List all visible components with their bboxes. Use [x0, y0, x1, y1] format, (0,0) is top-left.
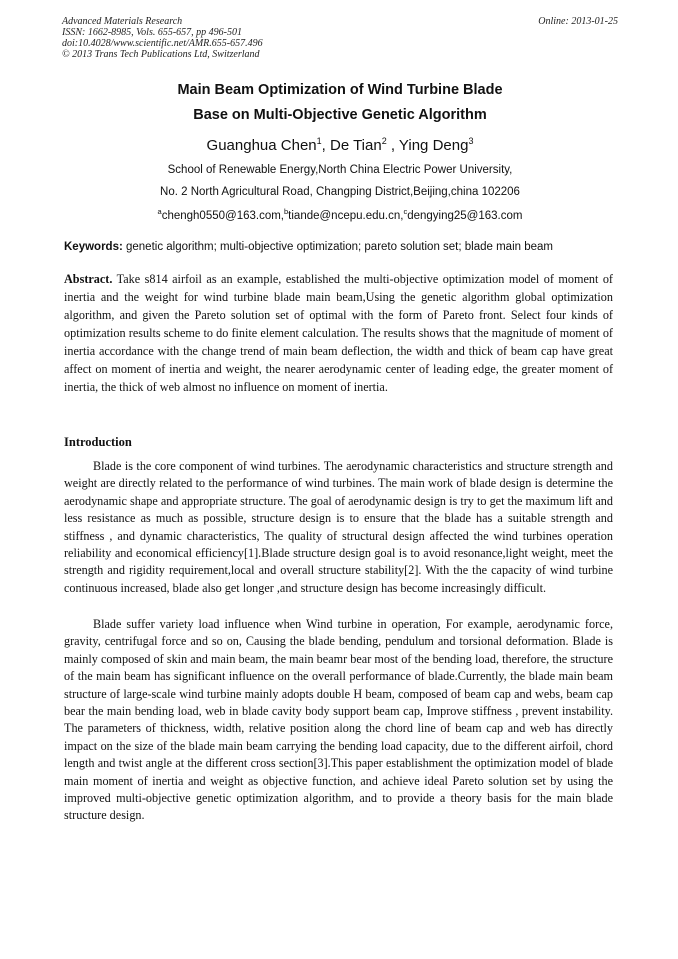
author-1: Guanghua Chen [206, 137, 317, 154]
author-list [62, 136, 618, 154]
author-3: , Ying Deng [386, 137, 469, 154]
author-3-affiliation-mark: 3 [468, 136, 474, 146]
keywords-label: Keywords: [64, 241, 123, 253]
section-heading-introduction: Introduction [64, 435, 132, 449]
abstract-text: Take s814 airfoil as an example, established the multi-objective optimization model of moment of inertia and the weight for wind turbine blade main beam,Using the genetic algorithm global optimization algorithm, and given the Pareto solution set of optimal with the form of Pareto front. Select four kinds of optimization results scheme to do finite element calculation. The results shows that the magnitude of moment of inertia accordance with the change trend of main beam deflection, the width and thick of beam cap have great affect on moment of inertia and weight, the nearer aerodynamic center of leading edge, the greater moment of inertia, the thick of web almost no influence on moment of inertia. [64, 272, 613, 394]
journal-name: Advanced Materials Research [62, 16, 183, 27]
affiliation-line-1: School of Renewable Energy,North China Electric Power University, [167, 164, 513, 176]
introduction-paragraph-1: Blade is the core component of wind turbines. The aerodynamic characteristics and structure strength and weight are directly related to the performance of wind turbines. The main work of blade design is determine the aerodynamic shape and appropriate structure. The goal of aerodynamic design is try to get the maximum lift and less resistance as much as possible, structure design is to ensure that the blade has a suitable strength and stiffness , and dynamic characteristics, The quality of structural design affected the wind turbines operation reliability and economical efficiency[1].Blade structure design goal is to avoid resonance,light weight, meet the strength and rigidity requirement,local and overall structure stability[2]. With the the capacity of wind turbine continuous increased, blade also get longer ,and structure design has become increasingly difficult. [64, 459, 613, 595]
issn-line: ISSN: 1662-8985, Vols. 655-657, pp 496-501 [62, 27, 242, 38]
journal-header [62, 16, 618, 60]
affiliation-line-2: No. 2 North Agricultural Road, Changping District,Beijing,china 102206 [160, 186, 520, 198]
online-date: Online: 2013-01-25 [538, 16, 618, 27]
copyright-line: © 2013 Trans Tech Publications Ltd, Switzerland [62, 49, 260, 60]
email-list [62, 207, 618, 222]
doi-line: doi:10.4028/www.scientific.net/AMR.655-657.496 [62, 38, 263, 49]
email-b-mark: b [284, 207, 289, 216]
abstract-label: Abstract. [64, 272, 113, 286]
author-2: , De Tian [321, 137, 382, 154]
email-b[interactable]: tiande@ncepu.edu.cn, [288, 209, 404, 222]
keywords-text: genetic algorithm; multi-objective optimization; pareto solution set; blade main beam [122, 241, 553, 253]
introduction-paragraph-2: Blade suffer variety load influence when Wind turbine in operation, For example, aerodynamic force, gravity, centrifugal force and so on, Causing the blade bending, pendulum and torsional deformation. Blade is mainly composed of skin and main beam, the main beamr bear most of the bending load, therefore, the structure of the main beam has significant influence on the overall performance of blade.Currently, the blade main beam structure of large-scale wind turbine mainly adopts double H beam, composed of beam cap and webs, beam cap bear the main bending load, web in blade cavity body support beam cap, Improve stiffness , prevent instability. The parameters of thickness, width, relative position along the chord line of beam cap and web has directly impact on the size of the blade main beam carrying the bending load capacity, due to the different airfoil, chord length and twist angle at the different cross section[3].This paper establishment the optimization model of blade main moment of inertia and weight as objective function, and achieve ideal Pareto solution set by using the improved multi-objective genetic optimization algorithm, and to provide a theory basis for the main blade structure design. [64, 617, 613, 823]
email-c-mark: c [403, 207, 408, 216]
paper-title-line-1: Main Beam Optimization of Wind Turbine Blade [177, 82, 503, 98]
author-1-affiliation-mark: 1 [316, 136, 322, 146]
abstract [64, 270, 613, 396]
email-a-mark: a [157, 207, 162, 216]
email-a[interactable]: chengh0550@163.com, [161, 209, 284, 222]
paper-title-line-2: Base on Multi-Objective Genetic Algorithm [193, 107, 487, 123]
author-2-affiliation-mark: 2 [381, 136, 387, 146]
email-c[interactable]: dengying25@163.com [407, 209, 523, 222]
keywords [64, 241, 618, 253]
